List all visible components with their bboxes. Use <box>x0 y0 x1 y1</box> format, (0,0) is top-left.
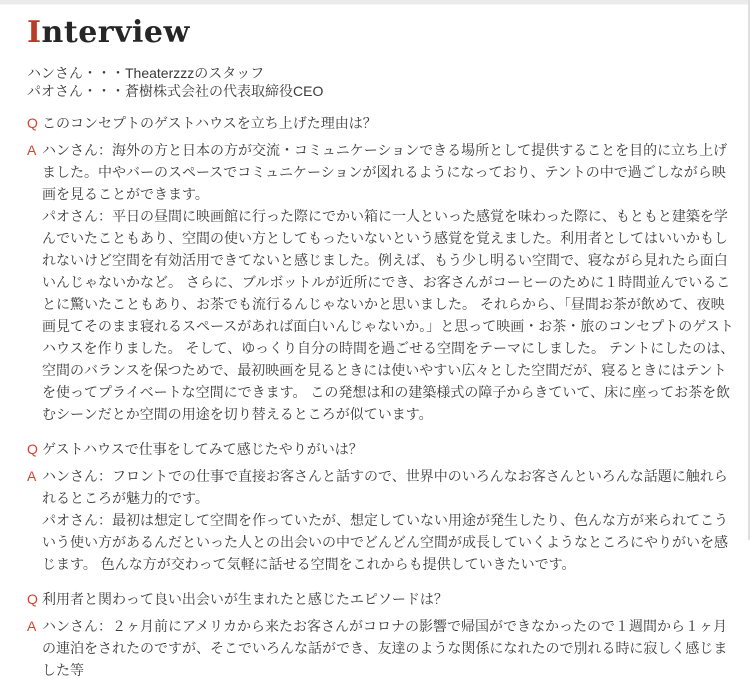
answer <box>27 465 735 575</box>
question-text: ゲストハウスで仕事をしてみて感じたやりがいは？ <box>42 441 363 457</box>
question <box>27 438 735 460</box>
answer-line: ハンさん：２ヶ月前にアメリカから来たお客さんがコロナの影響で帰国ができなかったので１週間から１ヶ月の連泊をされたのですが、そこでいろんな話ができ、友達のような関係になれたので別れる時に寂しく感じました等 <box>42 618 728 678</box>
question-marker: Q <box>27 115 38 131</box>
qa-section-1 <box>27 112 735 425</box>
page-title-initial: I <box>27 15 42 50</box>
answer-line: ハンさん：海外の方と日本の方が交流・コミュニケーションできる場所として提供することを目的に立ち上げました。中やバーのスペースでコミュニケーションが図れるようになっており、テントの中で過ごしながら映画を見ることができます。 <box>42 142 728 202</box>
interview-page <box>0 5 750 681</box>
answer-line: パオさん：最初は想定して空間を作っていたが、想定していない用途が発生したり、色んな方が来られてこういう使い方があるんだといった人との出会いの中でどんどん空間が成長していくようなところにやりがいを感じます。 色んな方が交わって気軽に話せる空間をこれからも提供していきたいです。 <box>42 512 728 572</box>
page-title-rest: nterview <box>41 15 190 50</box>
question-marker: Q <box>27 591 38 607</box>
qa-section-2 <box>27 438 735 575</box>
question <box>27 588 735 610</box>
answer <box>27 139 735 425</box>
interviewee-list <box>27 64 735 100</box>
qa-section-3 <box>27 588 735 681</box>
answer-marker: A <box>27 468 37 484</box>
question-text: このコンセプトのゲストハウスを立ち上げた理由は？ <box>42 115 377 131</box>
answer-marker: A <box>27 142 37 158</box>
question <box>27 112 735 134</box>
question-text: 利用者と関わって良い出会いが生まれたと感じたエピソードは？ <box>42 591 448 607</box>
interviewee-line: ハンさん・・・Theaterzzzのスタッフ <box>27 65 265 81</box>
answer-marker: A <box>27 618 37 634</box>
interviewee-line: パオさん・・・蒼樹株式会社の代表取締役CEO <box>27 83 324 99</box>
page-title <box>27 14 735 52</box>
answer-line: パオさん：平日の昼間に映画館に行った際にでかい箱に一人といった感覚を味わった際に、もともと建築を学んでいたこともあり、空間の使い方としてもったいないという感覚を覚えました。利用者としてはいいかもしれないけど空間を有効活用できてないと感じました。例えば、もう少し明るい空間で、寝ながら見れたら面白いんじゃないかなど。 さらに、ブルボットルが近所にでき、お客さんがコーヒーのために１時間並んでいることに驚いたこともあり、お茶でも流行るんじゃないかと思いました。 それらから、「昼間お茶が飲めて、夜映画見てそのまま寝れるスペースがあれば面白いんじゃないか。」と思って映画・お茶・旅のコンセプトのゲストハウスを作りました。 そして、ゆっくり自分の時間を過ごせる空間をテーマにしました。 テントにしたのは、空間のバランスを保つためで、最初映画を見るときには使いやすい広々とした空間だが、寝るときにはテントを使ってプライベートな空間にできます。 この発想は和の建築様式の障子からきていて、床に座ってお茶を飲むシーンだとか空間の用途を切り替えるところが似ています。 <box>42 208 735 422</box>
question-marker: Q <box>27 441 38 457</box>
answer <box>27 615 735 681</box>
answer-line: ハンさん：フロントでの仕事で直接お客さんと話すので、世界中のいろんなお客さんといろんな話題に触れられるところが魅力的です。 <box>42 468 728 506</box>
